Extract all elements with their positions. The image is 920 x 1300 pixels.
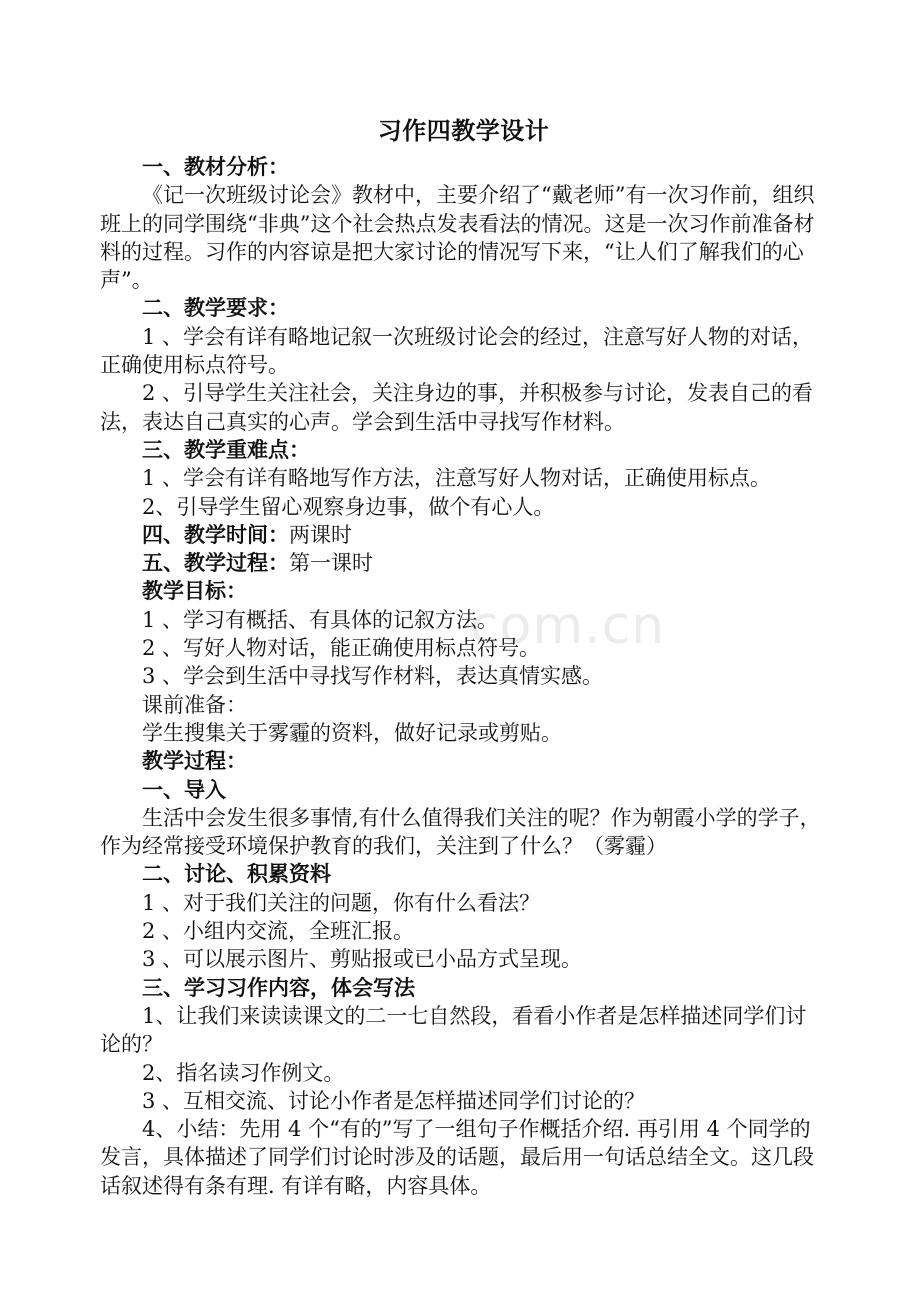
section-heading: 二、教学要求： [142, 296, 289, 321]
list-item: 1 、学会有详有略地写作方法，注意写好人物对话，正确使用标点。 [142, 466, 772, 491]
list-item: 1、让我们来读读课文的二一七自然段，看看小作者是怎样描述同学们讨论的？ [100, 1003, 807, 1057]
list-item: 2 、写好人物对话，能正确使用标点符号。 [142, 636, 541, 661]
list-item: 1 、学会有详有略地记叙一次班级讨论会的经过，注意写好人物的对话，正确使用标点符号。 [100, 324, 814, 378]
list-item: 3 、可以展示图片、剪贴报或已小品方式呈现。 [142, 947, 583, 972]
step-heading: 三、学习习作内容，体会写法 [142, 975, 415, 1000]
list-item: 2、指名读习作例文。 [142, 1060, 345, 1085]
subsection-heading: 教学过程： [142, 749, 247, 774]
subsection-heading: 课前准备： [142, 692, 247, 717]
document-body [100, 115, 827, 1200]
section-heading: 一、教材分析： [142, 155, 289, 179]
teaching-time-line [100, 521, 827, 549]
step-heading: 二、讨论、积累资料 [142, 862, 331, 887]
list-item: 3 、学会到生活中寻找写作材料，表达真情实感。 [142, 664, 604, 689]
watermark: com.cn [470, 596, 666, 656]
section-heading: 五、教学过程： [142, 551, 289, 576]
list-item: 3 、互相交流、讨论小作者是怎样描述同学们讨论的？ [142, 1088, 646, 1113]
paragraph: 生活中会发生很多事情,有什么值得我们关注的呢？作为朝霞小学的学子，作为经常接受环境保护教育的我们，关注到了什么？（雾霾） [100, 805, 821, 859]
section-value: 两课时 [289, 522, 352, 547]
list-item: 4、小结：先用 4 个“有的”写了一组句子作概括介绍. 再引用 4 个同学的发言，具体描述了同学们讨论时涉及的话题，最后用一句话总结全文。这几段话叙述得有条有理. 有详有略，内容具体。 [100, 1117, 814, 1198]
section-value: 第一课时 [289, 551, 373, 576]
paragraph: 《记一次班级讨论会》教材中，主要介绍了“戴老师”有一次习作前，组织班上的同学围绕“非典”这个社会热点发表看法的情况。这是一次习作前准备材料的过程。习作的内容谅是把大家讨论的情况写下来，“让人们了解我们的心声”。 [100, 183, 815, 293]
list-item: 1 、对于我们关注的问题，你有什么看法？ [142, 890, 541, 915]
list-item: 2 、小组内交流，全班汇报。 [142, 919, 415, 944]
section-heading: 三、教学重难点： [142, 437, 310, 462]
paragraph: 学生搜集关于雾霾的资料，做好记录或剪贴。 [142, 720, 562, 745]
teaching-process-line [100, 549, 827, 577]
list-item: 1 、学习有概括、有具体的记叙方法。 [142, 607, 499, 632]
page-title: 习作四教学设计 [377, 117, 550, 145]
section-heading: 四、教学时间： [142, 522, 289, 547]
list-item: 2 、引导学生关注社会，关注身边的事，并积极参与讨论，发表自己的看法，表达自己真实的心声。学会到生活中寻找写作材料。 [100, 381, 814, 434]
list-item: 2、引导学生留心观察身边事，做个有心人。 [142, 494, 555, 519]
step-heading: 一、导入 [142, 777, 226, 802]
subsection-heading: 教学目标： [142, 579, 247, 604]
